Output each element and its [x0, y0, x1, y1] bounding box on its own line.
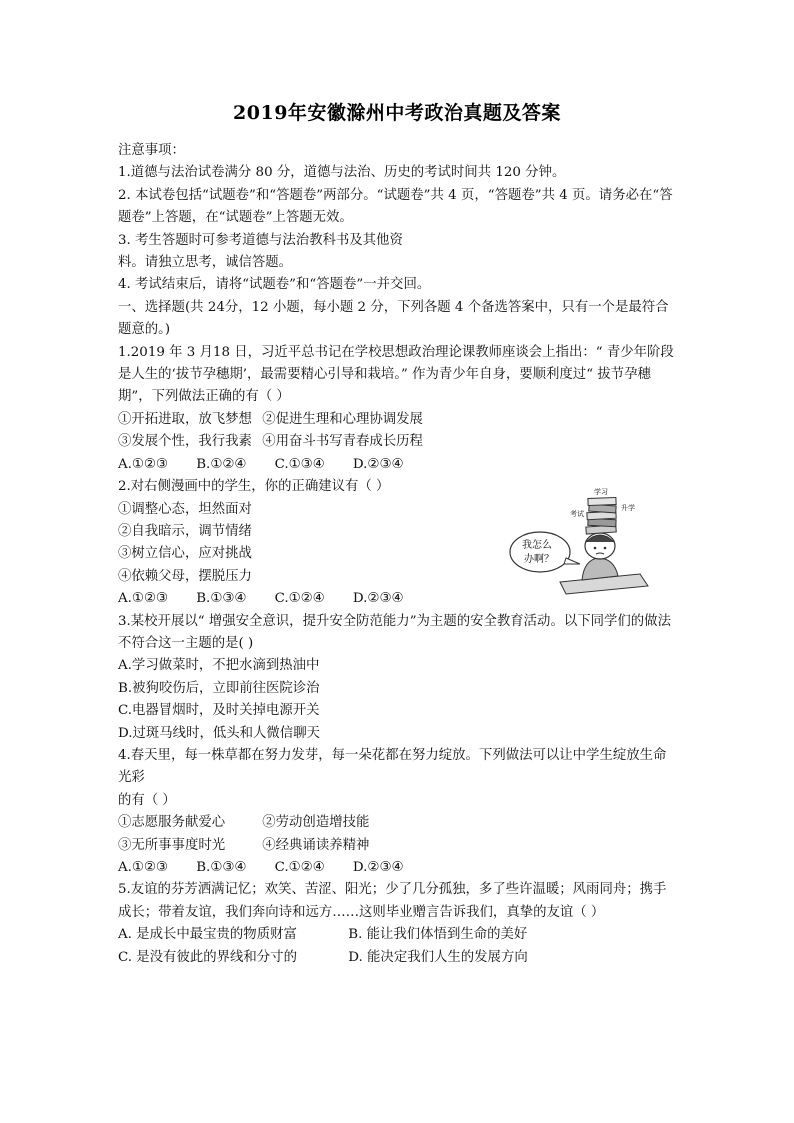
- note-3: 3. 考生答题时可参考道德与法治教科书及其他资: [118, 232, 403, 248]
- note-4: 4. 考试结束后，请将“试题卷”和“答题卷”一并交回。: [118, 277, 431, 293]
- q2-stem: 2.对右侧漫画中的学生，你的正确建议有（ ）: [118, 479, 390, 495]
- notes-heading: 注意事项：: [118, 143, 185, 158]
- q4-answers: [118, 857, 678, 879]
- q3-answer-a: A.学习做菜时，不把水滴到热油中: [118, 658, 320, 674]
- q2-answer-a: A.①②③: [118, 591, 168, 607]
- q1-item-2: ②促进生理和心理协调发展: [262, 411, 423, 427]
- q2-item-3: ③树立信心，应对挑战: [118, 546, 252, 562]
- q4-answer-c: C.①②④: [274, 860, 325, 875]
- q4-item-1: ①志愿服务献爱心: [118, 815, 226, 831]
- note-2: 2. 本试卷包括“试题卷”和“答题卷”两部分。“试题卷”共 4 页，“答题卷”共 4 页。请务必在“答题卷”上答题，在“试题卷”上答题无效。: [118, 187, 673, 226]
- q4-items-row-1: [118, 812, 678, 834]
- q1-answer-b: B.①②④: [196, 456, 247, 472]
- q2-answer-b: B.①③④: [196, 591, 247, 607]
- q4-item-4: ④经典诵读养精神: [262, 837, 370, 853]
- q1-items-row-2: [118, 431, 678, 453]
- speech-bubble-line-1: 我怎么: [522, 540, 552, 551]
- q1-stem: 1.2019 年 3 月18 日，习近平总书记在学校思想政治理论课教师座谈会上指出：“ 青少年阶段是人生的‘拔节孕穗期’，最需要精心引导和栽培。” 作为青少年自身，要顺利度过“ 拔节孕穗期”，下列做法正确的有（ ）: [118, 344, 674, 405]
- q1-answer-a: A.①②③: [118, 456, 168, 472]
- q1-answer-d: D.②③④: [352, 456, 404, 472]
- q4-item-3: ③无所事事度时光: [118, 837, 226, 853]
- student-cartoon-illustration: [508, 486, 652, 598]
- q5-answer-c: C. 是没有彼此的界线和分寸的: [118, 949, 297, 965]
- q2-item-4: ④依赖父母，摆脱压力: [118, 568, 252, 584]
- q3-answer-d: D.过斑马线时，低头和人微信聊天: [118, 725, 320, 741]
- q3-answer-c: C.电器冒烟时，及时关掉电源开关: [118, 703, 320, 719]
- q4-item-2: ②劳动创造增技能: [262, 815, 370, 831]
- q3-stem: 3.某校开展以“ 增强安全意识，提升安全防范能力”为主题的安全教育活动。以下同学们的做法不符合这一主题的是( ): [118, 613, 671, 651]
- q4-stem-2: 的有（ ）: [118, 792, 176, 808]
- q4-stem-1: 4.春天里，每一株草都在努力发芽，每一朵花都在努力绽放。下列做法可以让中学生绽放生命光彩: [118, 747, 667, 786]
- q1-item-4: ④用奋斗书写青春成长历程: [262, 434, 423, 450]
- q2-answer-c: C.①②④: [274, 591, 325, 607]
- cartoon-label-study: 学习: [594, 488, 608, 496]
- q5-stem: 5.友谊的芬芳洒满记忆；欢笑、苦涩、阳光；少了几分孤独，多了些许温暖；风雨同舟；携手成长；带着友谊，我们奔向诗和远方……这则毕业赠言告诉我们，真挚的友谊（ ）: [118, 882, 667, 920]
- q5-answer-d: D. 能决定我们人生的发展方向: [348, 949, 528, 965]
- q1-answer-c: C.①③④: [274, 456, 325, 472]
- q4-answer-b: B.①③④: [196, 860, 247, 875]
- q4-items-row-2: [118, 835, 678, 857]
- q4-answer-d: D.②③④: [352, 860, 404, 875]
- q1-answers: [118, 454, 678, 476]
- q4-answer-a: A.①②③: [118, 860, 168, 875]
- q1-item-1: ①开拓进取，放飞梦想: [118, 411, 252, 427]
- q5-answers-row-1: [118, 924, 678, 946]
- q3-answer-b: B.被狗咬伤后，立即前往医院诊治: [118, 680, 320, 696]
- note-3-cont: 料。请独立思考，诚信答题。: [118, 255, 293, 271]
- section-heading: 一、选择题(共 24分，12 小题，每小题 2 分，下列各题 4 个备选答案中，只有一个是最符合题意的。): [118, 299, 669, 338]
- q2-answer-d: D.②③④: [352, 591, 404, 607]
- note-1: 1.道德与法治试卷满分 80 分，道德与法治、历史的考试时间共 120 分钟。: [118, 165, 566, 181]
- q1-items-row-1: [118, 409, 678, 431]
- q2-item-1: ①调整心态，坦然面对: [118, 501, 252, 517]
- q5-answer-b: B. 能让我们体悟到生命的美好: [348, 927, 528, 943]
- q1-item-3: ③发展个性，我行我素: [118, 434, 252, 450]
- speech-bubble-line-2: 办啊？: [524, 554, 554, 565]
- cartoon-label-exam: 考试: [570, 510, 584, 518]
- page-title: 2019年安徽滁州中考政治真题及答案: [233, 102, 561, 124]
- q5-answer-a: A. 是成长中最宝贵的物质财富: [118, 927, 297, 943]
- q5-answers-row-2: [118, 947, 678, 969]
- cartoon-label-promotion: 升学: [621, 504, 635, 512]
- q2-item-2: ②自我暗示，调节情绪: [118, 523, 252, 539]
